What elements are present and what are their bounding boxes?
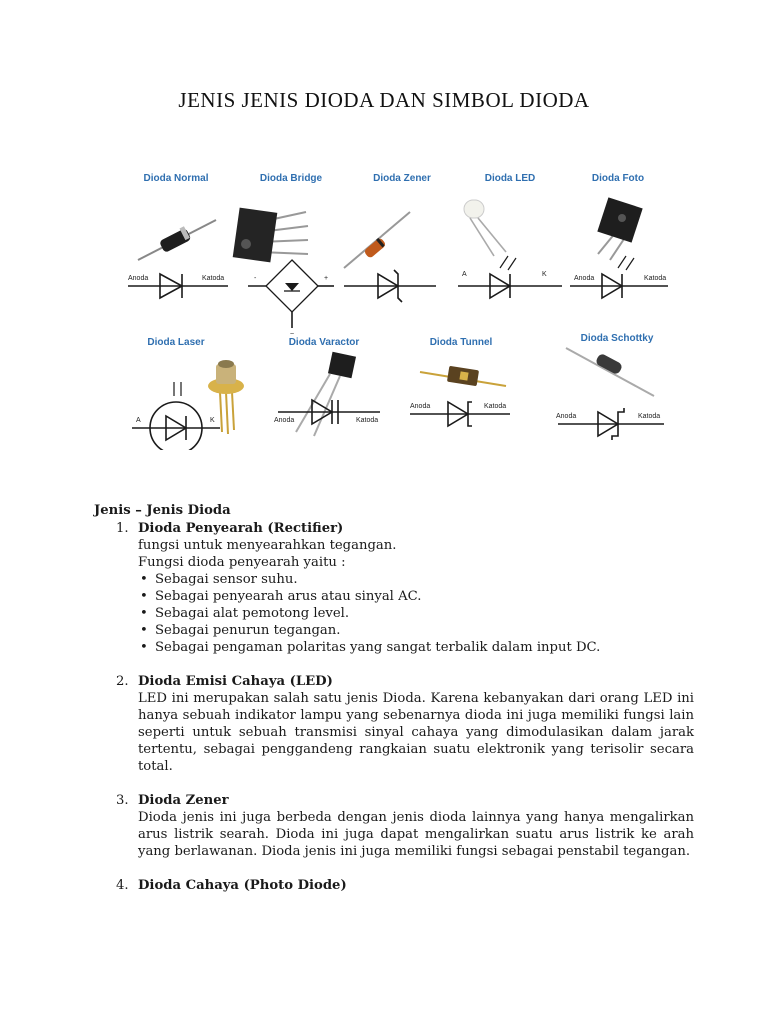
laser-k-label: K	[210, 417, 215, 424]
item-number: 3.	[116, 793, 129, 808]
dioda-normal-component	[138, 220, 216, 260]
bridge-minus-label: -	[254, 275, 257, 282]
dioda-foto-component	[597, 197, 642, 260]
dioda-zener-component	[344, 212, 410, 268]
list-item-led	[94, 673, 694, 775]
bullet-list	[138, 571, 694, 656]
bullet-item: • Sebagai pengaman polaritas yang sangat terbalik dalam input DC.	[138, 639, 694, 656]
bridge-plus-label: +	[324, 275, 329, 282]
item-number: 4.	[116, 878, 129, 893]
item-title: Dioda Penyearah (Rectifier)	[138, 521, 344, 536]
tunnel-katoda-label: Katoda	[484, 403, 507, 410]
foto-anoda-label: Anoda	[574, 275, 595, 282]
varactor-anoda-label: Anoda	[274, 417, 295, 424]
item-line: Fungsi dioda penyearah yaitu :	[138, 555, 346, 570]
label-dioda-foto: Dioda Foto	[591, 173, 645, 184]
item-paragraph: LED ini merupakan salah satu jenis Dioda. Karena kebanyakan dari orang LED ini hanya sebuah indikator lampu yang sebenarnya dioda ini juga memiliki fungsi lain seperti untuk sebuah transmisi sinyal cahaya yang dimodulasikan dalam jarak tertentu, sebagai penggandeng rangkaian suatu elektronik yang terisolir secara total.	[138, 691, 694, 774]
dioda-schottky-component	[566, 348, 654, 396]
dioda-bridge-component	[233, 208, 308, 263]
schottky-katoda-label: Katoda	[638, 413, 661, 420]
list-item-photo-diode	[94, 877, 694, 894]
label-dioda-laser: Dioda Laser	[147, 337, 205, 348]
item-number: 1.	[116, 521, 129, 536]
section-heading: Jenis – Jenis Dioda	[94, 503, 231, 518]
label-dioda-zener: Dioda Zener	[373, 173, 431, 184]
led-a-label: A	[462, 271, 467, 278]
label-dioda-varactor: Dioda Varactor	[288, 337, 360, 348]
item-number: 2.	[116, 674, 129, 689]
dioda-varactor-component	[296, 352, 356, 436]
dioda-laser-symbol	[132, 382, 220, 450]
bullet-item: • Sebagai alat pemotong level.	[138, 605, 694, 622]
bullet-item: • Sebagai sensor suhu.	[138, 571, 694, 588]
item-line: fungsi untuk menyearahkan tegangan.	[138, 538, 397, 553]
list-item-rectifier	[94, 520, 694, 656]
document-body	[94, 502, 694, 894]
bullet-item: • Sebagai penyearah arus atau sinyal AC.	[138, 588, 694, 605]
dioda-tunnel-component	[420, 366, 506, 386]
bullet-item: • Sebagai penurun tegangan.	[138, 622, 694, 639]
dioda-normal-symbol	[128, 274, 228, 298]
item-title: Dioda Cahaya (Photo Diode)	[138, 878, 347, 893]
item-title: Dioda Emisi Cahaya (LED)	[138, 674, 333, 689]
dioda-bridge-symbol	[248, 260, 334, 338]
dioda-schottky-symbol	[556, 408, 664, 440]
dioda-led-component	[464, 200, 506, 256]
label-dioda-tunnel: Dioda Tunnel	[429, 337, 493, 348]
tunnel-anoda-label: Anoda	[410, 403, 431, 410]
dioda-led-symbol	[458, 256, 562, 298]
label-dioda-normal: Dioda Normal	[143, 173, 209, 184]
bridge-tilde-label: ~	[290, 331, 295, 338]
foto-katoda-label: Katoda	[644, 275, 667, 282]
dioda-foto-symbol	[570, 256, 668, 298]
dioda-tunnel-symbol	[410, 402, 510, 426]
label-dioda-schottky: Dioda Schottky	[580, 333, 654, 344]
page-title: JENIS JENIS DIODA DAN SIMBOL DIODA	[178, 88, 590, 112]
item-paragraph: Dioda jenis ini juga berbeda dengan jenis dioda lainnya yang hanya mengalirkan arus listrik searah. Dioda ini juga dapat mengalirkan suatu arus listrik ke arah yang berlawanan. Dioda jenis ini juga memiliki fungsi sebagai penstabil tegangan.	[138, 810, 694, 859]
label-dioda-bridge: Dioda Bridge	[259, 173, 323, 184]
label-dioda-led: Dioda LED	[484, 173, 536, 184]
laser-a-label: A	[136, 417, 141, 424]
diode-types-figure	[118, 160, 678, 450]
led-k-label: K	[542, 271, 547, 278]
normal-katoda-label: Katoda	[202, 275, 225, 282]
item-title: Dioda Zener	[138, 793, 229, 808]
schottky-anoda-label: Anoda	[556, 413, 577, 420]
list-item-zener	[94, 792, 694, 860]
normal-anoda-label: Anoda	[128, 275, 149, 282]
dioda-zener-symbol	[344, 270, 436, 302]
varactor-katoda-label: Katoda	[356, 417, 379, 424]
